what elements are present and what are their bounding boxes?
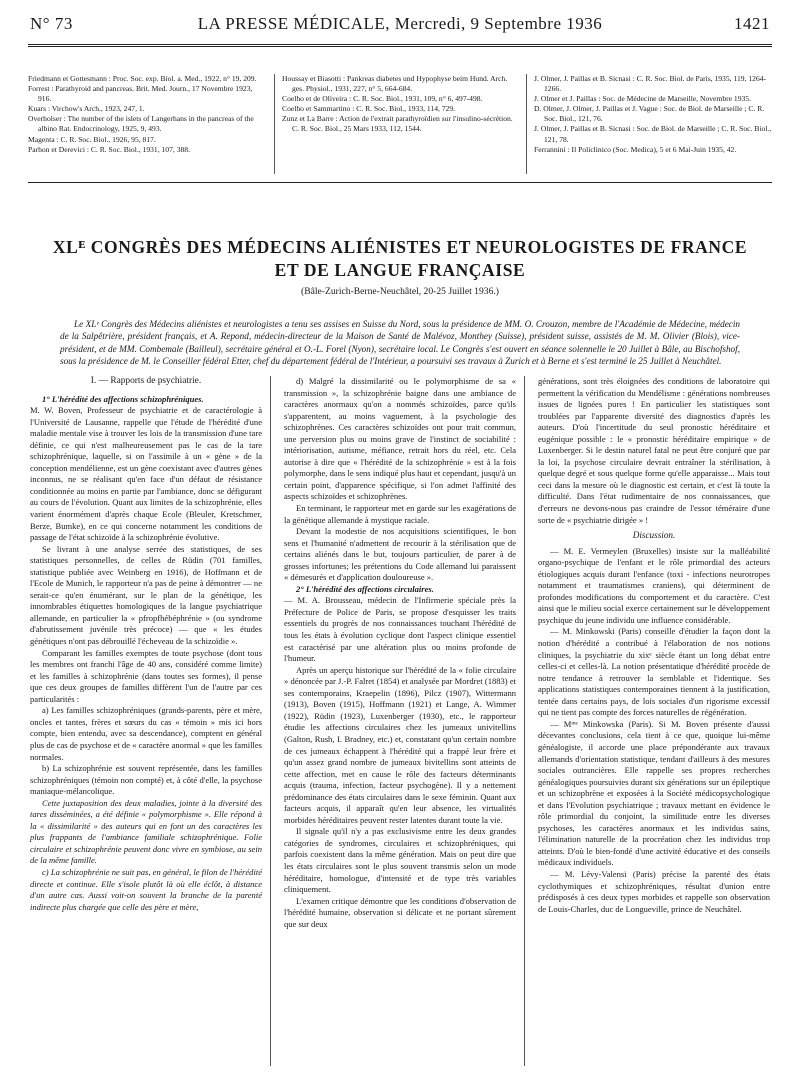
page-number: 1421 bbox=[734, 14, 770, 33]
reference: Parhon et Derevici : C. R. Soc. Biol., 1931, 107, 388. bbox=[28, 144, 190, 154]
reference: Forrest : Parathyroid and pancreas. Brit. Med. Journ., 17 Novembre 1923, 916. bbox=[28, 84, 253, 104]
subsection-title: 2° L'hérédité des affections circulaires. bbox=[296, 583, 434, 594]
reference: Zunz et La Barre : Action de l'extrait parathyroïdien sur l'insulino-sécrétion. C. R. Soc. Biol., 25 Mars 1933, 112, 1544. bbox=[282, 114, 513, 134]
paragraph: Il signale qu'il n'y a pas exclusivisme entre les deux grandes catégories de syndromes, circulaires et schizophréniques, qui parfois coexistent dans la même génération. Mais on peut dire que les états circulaires sont le plus souvent transmis selon un mode héréditaire, homologue, d'intensité et de type très variables cliniquement. bbox=[284, 826, 516, 895]
paragraph: c) La schizophrénie ne suit pas, en général, le filon de l'hérédité directe et continue. Elle s'isole plutôt là où elle éclôt, à distance d'un autre cas. Aussi voit-on souvent la branche de la parenté indirecte plus chargée que celle des père et mère, bbox=[30, 866, 262, 912]
journal-title: LA PRESSE MÉDICALE, Mercredi, 9 Septembre 1936 bbox=[197, 14, 603, 33]
paragraph: a) Les familles schizophréniques (grands-parents, père et mère, oncles et tantes, frères et sœurs du cas « témoin » mis ici hors compte, bien entendu, avec sa descendance), comptent en général plus de cas de psychose et de « caractère anormal » que les familles normales. bbox=[30, 705, 262, 762]
paragraph: b) La schizophrénie est souvent représentée, dans les familles schizophréniques (témoin non compté) et, à côté d'elle, la psychose maniaque-mélancolique. bbox=[30, 763, 262, 797]
reference: Overholser : The number of the islets of Langerhans in the pancreas of the albino Rat. Endocrinology, 1925, 9, 493. bbox=[28, 114, 254, 134]
reference: Houssay et Biasotti : Pankreas diabetes und Hypophyse beim Hund. Arch. ges. Physiol., 1931, 227, n° 5, 664-684. bbox=[282, 74, 508, 94]
discussion-heading: Discussion. bbox=[632, 530, 676, 541]
references-col-1 bbox=[28, 74, 266, 155]
reference: Magenta : C. R. Soc. Biol., 1926, 95, 817. bbox=[28, 134, 156, 144]
intro-paragraph: Le XLᵉ Congrès des Médecins aliénistes et neurologistes a tenu ses assises en Suisse du Nord, sous la présidence de MM. O. Crouzon, membre de l'Académie de Médecine, médecin de la Salpêtrière, président français, et A. Repond, médecin-directeur de la Maison de Santé de Malévoz, Monthey (Suisse), président suisse, assistés de M. M. Olivier (Blois), vice-président, et de MM. Combemale (Bailleul), secrétaire général et O.-L. Forel (Nyon), secrétaire local. Le Congrès s'est ouvert en séance solennelle le 20 Juillet à Bâle, au Bischofshof, sous la présidence de M. le Conseiller fédéral Etter, chef du département fédéral de l'Intérieur, a poursuivi ses travaux à Zurich et à Berne et s'est terminé le 25 Juillet à Neuchâtel. bbox=[60, 319, 740, 367]
body-column-2 bbox=[284, 376, 516, 930]
header-rule bbox=[28, 44, 772, 45]
title-line-2: ET DE LANGUE FRANÇAISE bbox=[274, 260, 526, 280]
paragraph: Après un aperçu historique sur l'hérédité de la « folie circulaire » dénoncée par J.-P. Falret (1854) et analysée par Mordret (1883) et ses contemporains, Kraepelin (1896), Pilcz (1907), Wittermann (1913), Boven (1915), Hoffmann (1921) et Lange, A. Wimmer (1922), Rüdin (1923), Luxenberger (1930), etc., le rapporteur étudie les affections circulaires chez les jumeaux univitellins (Galton, Rush, I. Bradney, etc.) et, constatant qu'un certain nombre de ces jumeaux échappent à l'hérédité qui a frappé leur frère et qu'un assez grand nombre de jumeaux bivitellins sont atteints de cette affection, met en cause le rôle des facteurs déterminants acquis (trauma, infection, facteur psychogène). Il y a nettement prédominance des états circulaires dans le sexe féminin. Quant aux facteurs acquis, il apparaît qu'en leur absence, les virtualités morbides héréditaires peuvent rester latentes durant toute la vie. bbox=[284, 664, 516, 825]
column-divider bbox=[524, 376, 525, 1066]
paragraph: Cette juxtaposition des deux maladies, jointe à la diversité des tares disséminées, a été définie « polymorphisme ». Elle répond à la « dissimilarité » des auteurs qui en font un des caractères les plus frappants de l'ambiance familiale schizophrénique. Folie circulaire et schizophrénie peuvent donc vivre en symbiose, au sein de la même famille. bbox=[30, 797, 262, 866]
body-column-1 bbox=[30, 376, 262, 913]
references-col-2 bbox=[282, 74, 518, 135]
paragraph: Se livrant à une analyse serrée des statistiques, de ses statistiques personnelles, de celles de Rüdin (701 familles, statistique publiée avec Weinberg en 1916), de Hoffmann et de l'Ecole de Munich, le rapporteur n'a pas de peine à démontrer — ne serait-ce qu'en énumérant, sur le plan de la génétique, les innombrables étiquettes homologiques de la langue psychiatrique allemande, en particulier la « pfropfhébéphrénie » (ou syndrome d'abrutissement juvénile très précoce) — que « les études génétiques n'ont pas débrouillé l'écheveau de la schizoïdie ». bbox=[30, 543, 262, 647]
section-heading: I. — Rapports de psychiatrie. bbox=[90, 376, 202, 386]
column-divider bbox=[274, 74, 275, 174]
running-header bbox=[30, 14, 770, 36]
reference: J. Olmer et J. Paillas : Soc. de Médecine de Marseille, Novembre 1935. bbox=[534, 94, 752, 104]
paragraph: En terminant, le rapporteur met en garde sur les exagérations de la génétique allemande à mystique raciale. bbox=[284, 503, 516, 525]
subsection-title: 1° L'hérédité des affections schizophréniques. bbox=[42, 393, 204, 404]
reference: Kuars : Virchow's Arch., 1923, 247, 1. bbox=[28, 104, 145, 114]
paragraph: — Mᵐᵉ Minkowska (Paris). Si M. Boven présente d'aussi décevantes conclusions, cela tient à ce que, quoique lui-même généalogiste, il accorde une place prépondérante aux travaux allemands d'orientation statistique, tendant d'ailleurs à des mesures sociales outrancières. Elle rappelle ses propres recherches généalogiques poursuivies durant six générations sur un épileptique et un schizophrène et exposées à la Société médicopsychologique et dans l'Evolution psychiatrique ; travaux mettant en évidence le rôle primordial du conjoint, la similitude entre les diverses psychoses, les caractères anormaux et les individus sains, l'élimination naturelle de la procréation chez les individus trop atteints. D'où le bien-fondé d'une activité éducative et des conseils médicaux individuels. bbox=[538, 718, 770, 868]
reference: Ferrannini : Il Policlinico (Soc. Medica), 5 et 6 Mai-Juin 1935, 42. bbox=[534, 144, 737, 154]
reference: J. Olmer, J. Paillas et B. Sicnasi : Soc. de Biol. de Marseille ; C. R. Soc. Biol., 121, 78. bbox=[534, 124, 772, 144]
paragraph: — M. A. Brousseau, médecin de l'Infirmerie spéciale près la Préfecture de Police de Paris, se propose d'esquisser les traits essentiels du progrès de nos connaissances touchant l'hérédité de tous les états à évolution cyclique dont l'aspect clinique essentiel est caractérisé par une altération plus ou moins profonde de l'humeur. bbox=[284, 595, 516, 664]
reference: D. Olmer, J. Olmer, J. Paillas et J. Vague : Soc. de Biol. de Marseille ; C. R. Soc. Biol., 121, 76. bbox=[534, 104, 765, 124]
paragraph: d) Malgré la dissimilarité ou le polymorphisme de sa « transmission », la schizophrénie baigne dans une ambiance de caractères anormaux qu'on a nommés schizoïdes, parce qu'ils s'apparentent, au moins vaguement, à la psychologie des schizophrènes. Ces caractères schizoïdes ont pour trait commun, une perversion plus ou moins grave de l'instinct de sociabilité : intériorisation, autisme, méfiance, retrait hors du réel, etc. Cela autorise à dire que « l'hérédité de la schizophrénie » est à la fois polymorphe, dans le sens indiqué plus haut et cependant, jusqu'à un certain point, d'apparence spécifique, si l'on admet l'affinité des aspects schizoïdes et schizophrènes. bbox=[284, 376, 516, 502]
body-column-3 bbox=[538, 376, 770, 915]
column-divider bbox=[270, 376, 271, 1066]
reference: J. Olmer, J. Paillas et B. Sicnasi : C. R. Soc. Biol. de Paris, 1935, 119, 1264-1266. bbox=[534, 74, 767, 94]
reference: Friedmann et Gottesmann : Proc. Soc. exp. Biol. a. Med., 1922, n° 19, 209. bbox=[28, 74, 257, 83]
article-title bbox=[30, 236, 770, 282]
paragraph: générations, sont très éloignées des conditions de laboratoire qui permettent la vérification du Mendélisme : générations nombreuses issues de lignées pures ! En particulier les statistiques sont troublées par l'apparente diversité des diagnostics d'après les auteurs. D'où l'incertitude du seul pronostic héréditaire et eugénique possible : le « pronostic héréditaire empirique » de Luxenberger. Si le destin naturel fatal ne peut être conjuré que par la loi, la psychose circulaire devrait entraîner la stérilisation, à quelque degré et sous quelque forme qu'elle apparaisse... Mais tout ceci dans la mesure où le diagnostic est certain, et c'est là toute la difficulté. Dans l'état rudimentaire de nos connaissances, que d'erreurs ne devons-nous pas craindre de l'essor téméraire d'une sorte de « psychiatrie dirigée » ! bbox=[538, 376, 770, 525]
paragraph: — M. Lévy-Valensi (Paris) précise la parenté des états cyclothymiques et schizophréniques, résultat d'union entre prédisposés à ces deux types morbides et rappelle son observation de Louis-Charles, duc de Longueville, prince de Neuchâtel. bbox=[538, 868, 770, 914]
paragraph: Comparant les familles exemptes de toute psychose (dont tous les membres ont franchi l'âge de 40 ans, considéré comme limite) et les familles à schizophrénie (dans toutes ses formes), il pense que ces deux groupes de familles diffèrent l'un de l'autre par ces particularités : bbox=[30, 647, 262, 704]
header-rule-2 bbox=[28, 46, 772, 47]
paragraph: Devant la modestie de nos acquisitions scientifiques, le bon sens et l'humanité n'admettent de recourir à la stérilisation que de certains aliénés dans le but, toujours particulier, de parer à de grosses infortunes; les prétentions du Code allemand lui paraissent « démesurés et d'application douloureuse ». bbox=[284, 526, 516, 583]
references-rule bbox=[28, 182, 772, 183]
references-block bbox=[28, 74, 772, 176]
column-divider bbox=[526, 74, 527, 174]
paragraph: L'examen critique démontre que les conditions d'observation de l'hérédité humaine, observation si délicate et ne portant sûrement que sur deux bbox=[284, 895, 516, 929]
reference: Coelho et Sammartino : C. R. Soc. Biol., 1933, 114, 729. bbox=[282, 104, 456, 114]
paragraph: M. W. Boven, Professeur de psychiatrie et de caractérologie à l'Université de Lausanne, rappelle que l'étude de l'hérédité d'une maladie mentale vise à trouver les lois de la transmission d'une tare définie, ce qui n'est malheureusement pas le cas de la tare schizophrénique, laquelle, si on l'assimile à un « gène » de la conception mendélienne, est un gène coexistant avec d'autres gènes inconnus, ne se réalisant qu'en face d'un défaut de résistance conditionnée au moins en partie par l'ambiance, donc se défigurant au cours de l'évolution. Quant aux limites de la schizophrénie, elles varient énormément d'après chaque Ecole (Bleuler, Kretschmer, Berze, Bumke), en ce qui concerne notamment les conditions de passage de l'état schizoïde à la schizophrénie évolutive. bbox=[30, 405, 262, 543]
paragraph: — M. Minkowski (Paris) conseille d'étudier la façon dont la notion d'hérédité a contribué à l'élaboration de nos notions cliniques, la psychiatrie du xixᵉ siècle étant un long débat entre celles-ci et celles-là. La notion présentatique d'hérédité procède de notre tendance à retrouver la semblable et l'identique. Ses applications statistiques contemporaines tiennent à la justification, tentée dans certains pays, de lois sociales d'un rigorisme excessif qui ne tient pas compte des forces naturelles de régénération. bbox=[538, 626, 770, 718]
reference: Coelho et de Oliveira : C. R. Soc. Biol., 1931, 109, n° 6, 497-498. bbox=[282, 94, 483, 104]
paragraph: — M. E. Vermeylen (Bruxelles) insiste sur la malléabilité organo-psychique de l'enfant et le rôle primordial des acteurs étiologiques acquis durant l'enfance (toxi - infections neurotropes notamment et traumatismes craniens), qui déterminent de profondes modifications du comportement et du caractère. C'est ainsi que le milieu social exerce certainement sur le développement psychique du jeune individu une influence considérable. bbox=[538, 545, 770, 625]
references-col-3 bbox=[534, 74, 772, 155]
issue-number: N° 73 bbox=[30, 14, 73, 33]
title-line-1: XLᴱ CONGRÈS DES MÉDECINS ALIÉNISTES ET NEUROLOGISTES DE FRANCE bbox=[52, 237, 748, 257]
article-subtitle: (Bâle-Zurich-Berne-Neuchâtel, 20-25 Juillet 1936.) bbox=[301, 286, 499, 297]
